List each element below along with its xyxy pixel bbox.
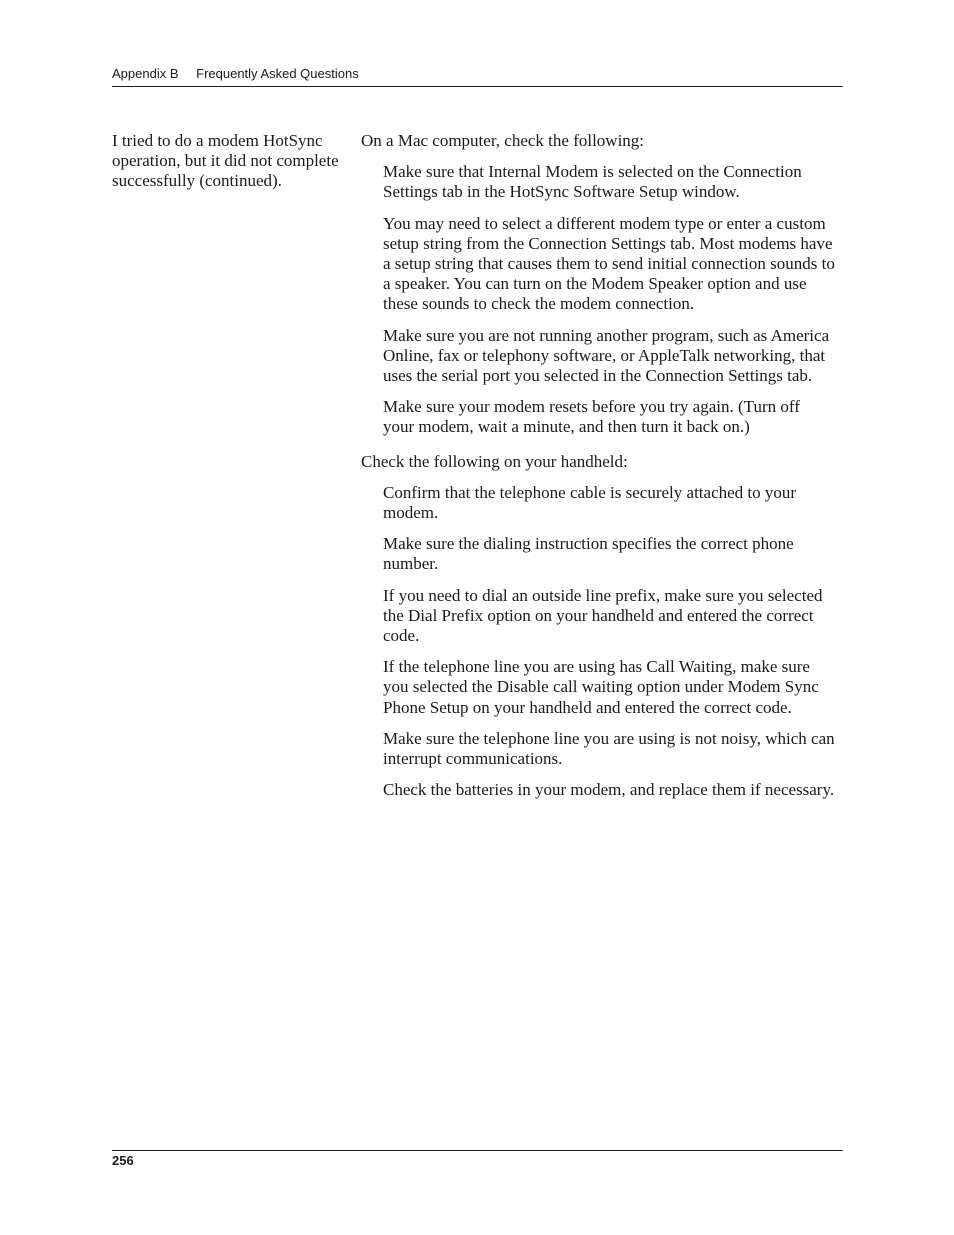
- computer-check-item: You may need to select a different modem type or enter a custom setup string from the Connection Settings tab. Most modems have a setup string that causes them to send initial connection sounds to a speaker. You can turn on the Modem Speaker option and use these sounds to check the modem connection.: [383, 213, 835, 314]
- handheld-check-item: Confirm that the telephone cable is securely attached to your modem.: [383, 482, 797, 523]
- header-rule: [112, 86, 843, 87]
- faq-answer: [361, 131, 835, 811]
- computer-check-intro: On a Mac computer, check the following:: [361, 131, 645, 150]
- handheld-check-intro: Check the following on your handheld:: [361, 451, 628, 471]
- page-number: 256: [112, 1153, 134, 1168]
- handheld-check-item: If the telephone line you are using has Call Waiting, make sure you selected the Disable call waiting option under Modem Sync Phone Setup on your handheld and entered the correct code.: [383, 657, 819, 717]
- faq-question: I tried to do a modem HotSync operation, but it did not complete successfully (continued).: [112, 131, 339, 191]
- handheld-check-item: Make sure the dialing instruction specifies the correct phone number.: [383, 534, 794, 574]
- header-chapter: Appendix B: [112, 66, 179, 81]
- header-title: Frequently Asked Questions: [196, 66, 359, 81]
- footer-rule: [112, 1150, 843, 1151]
- computer-check-item: Make sure you are not running another program, such as America Online, fax or telephony software, or AppleTalk networking, that uses the serial port you selected in the Connection Settings tab.: [383, 325, 830, 386]
- handheld-check-item: Make sure the telephone line you are using is not noisy, which can interrupt communications.: [383, 728, 835, 769]
- handheld-check-item: Check the batteries in your modem, and replace them if necessary.: [383, 780, 835, 800]
- handheld-check-item: If you need to dial an outside line prefix, make sure you selected the Dial Prefix option on your handheld and entered the correct code.: [383, 585, 823, 646]
- computer-check-item: Make sure that Internal Modem is selected on the Connection Settings tab in the HotSync Software Setup window.: [383, 162, 802, 202]
- computer-check-item: Make sure your modem resets before you try again. (Turn off your modem, wait a minute, and then turn it back on.): [383, 397, 800, 437]
- running-header: [112, 66, 843, 82]
